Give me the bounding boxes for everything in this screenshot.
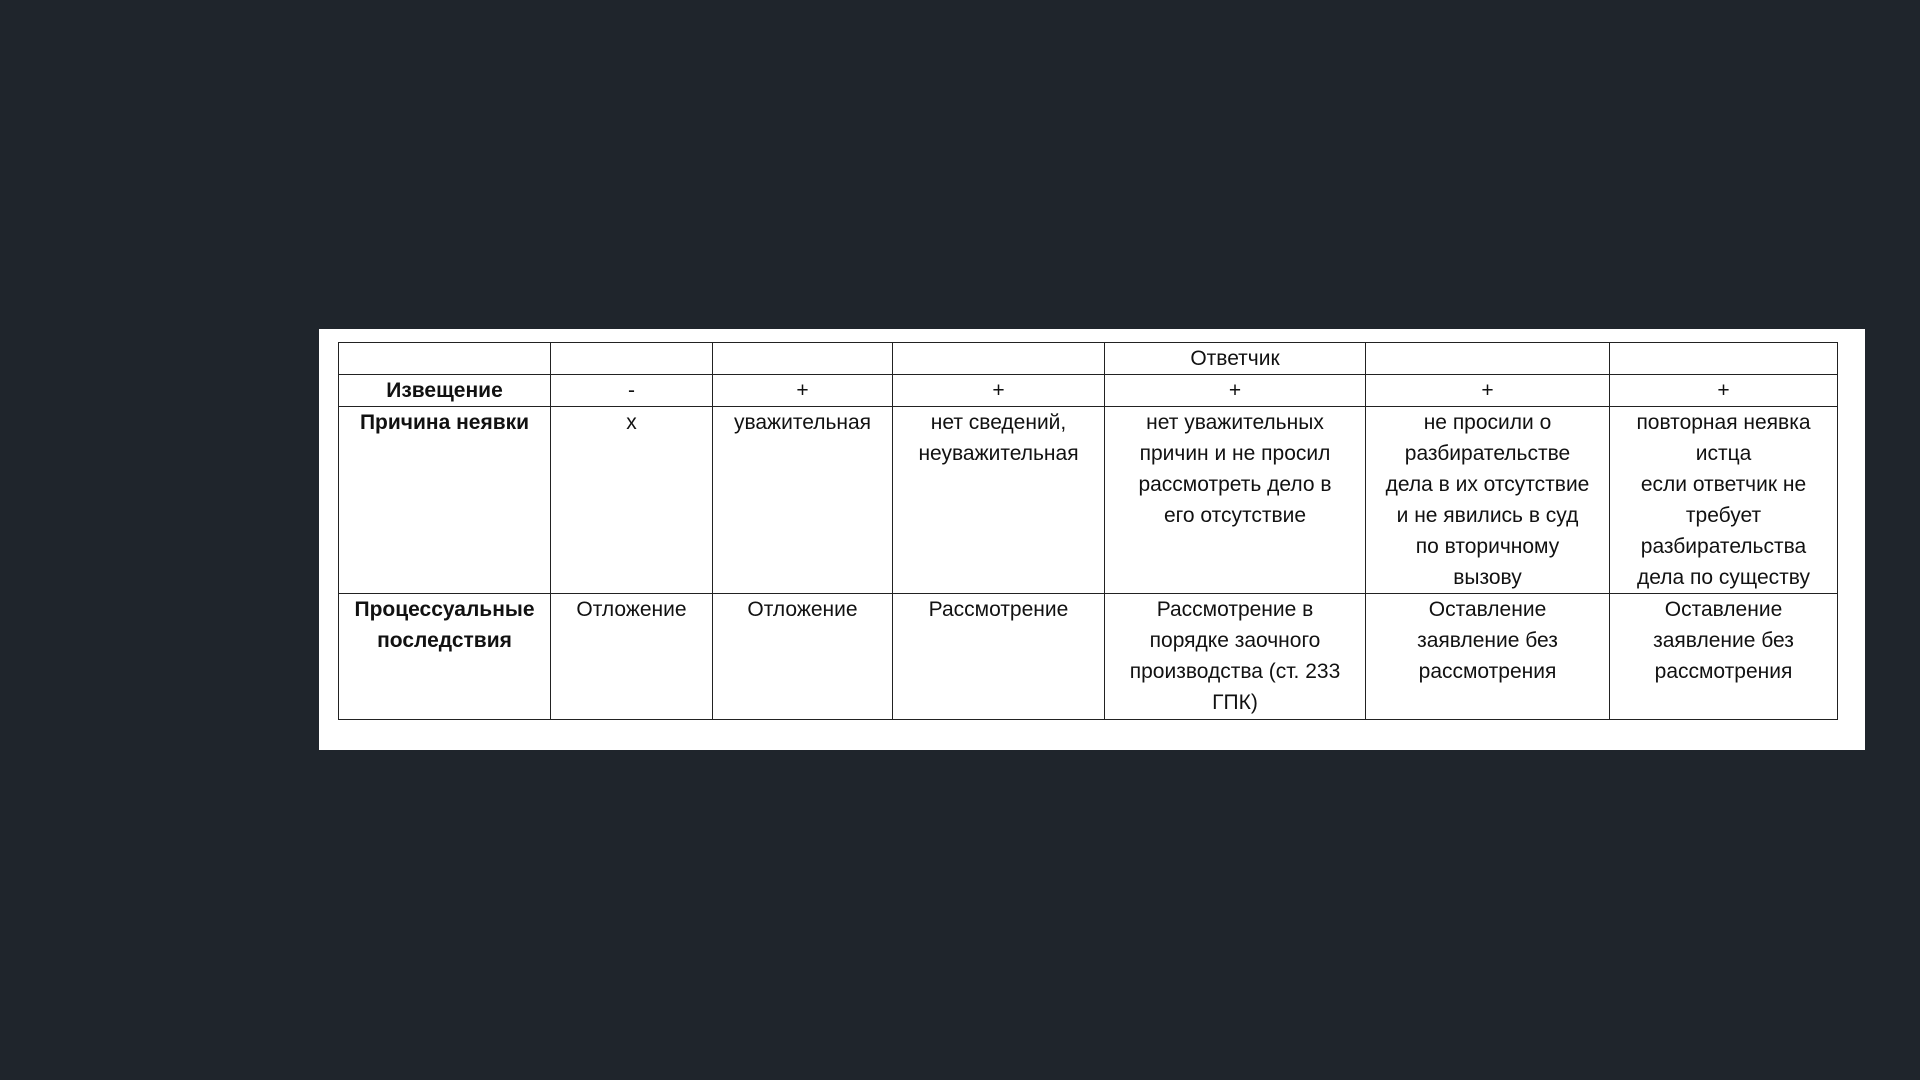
table-cell: + (1610, 375, 1838, 407)
table-cell: + (713, 375, 893, 407)
table-cell: уважительная (713, 407, 893, 594)
header-cell (551, 343, 713, 375)
table-cell: х (551, 407, 713, 594)
table-cell: + (1366, 375, 1610, 407)
table-cell: Рассмотрение в порядке заочного производства (ст. 233 ГПК) (1105, 594, 1366, 720)
header-cell (893, 343, 1105, 375)
table-cell: нет сведений, неуважительная (893, 407, 1105, 594)
non-appearance-table (338, 342, 1838, 720)
table-row-reason (339, 407, 1838, 594)
table-header-row (339, 343, 1838, 375)
table-cell: повторная неявка истца если ответчик не требует разбирательства дела по существу (1610, 407, 1838, 594)
table-cell: Отложение (713, 594, 893, 720)
row-label-notice: Извещение (339, 375, 551, 407)
table-cell: нет уважительных причин и не просил рассмотреть дело в его отсутствие (1105, 407, 1366, 594)
table-row-consequences (339, 594, 1838, 720)
document-image (319, 329, 1865, 750)
header-cell (713, 343, 893, 375)
row-label-consequences: Процессуальные последствия (339, 594, 551, 720)
table-cell: Отложение (551, 594, 713, 720)
table-cell: + (893, 375, 1105, 407)
table-cell: Рассмотрение (893, 594, 1105, 720)
header-cell (339, 343, 551, 375)
table-cell: Оставление заявление без рассмотрения (1366, 594, 1610, 720)
table-row-notice (339, 375, 1838, 407)
table-cell: не просили о разбирательстве дела в их отсутствие и не явились в суд по вторичному вызову (1366, 407, 1610, 594)
table-cell: + (1105, 375, 1366, 407)
table-cell: Оставление заявление без рассмотрения (1610, 594, 1838, 720)
header-cell (1610, 343, 1838, 375)
header-cell-defendant: Ответчик (1105, 343, 1366, 375)
row-label-reason: Причина неявки (339, 407, 551, 594)
table-cell: - (551, 375, 713, 407)
header-cell (1366, 343, 1610, 375)
